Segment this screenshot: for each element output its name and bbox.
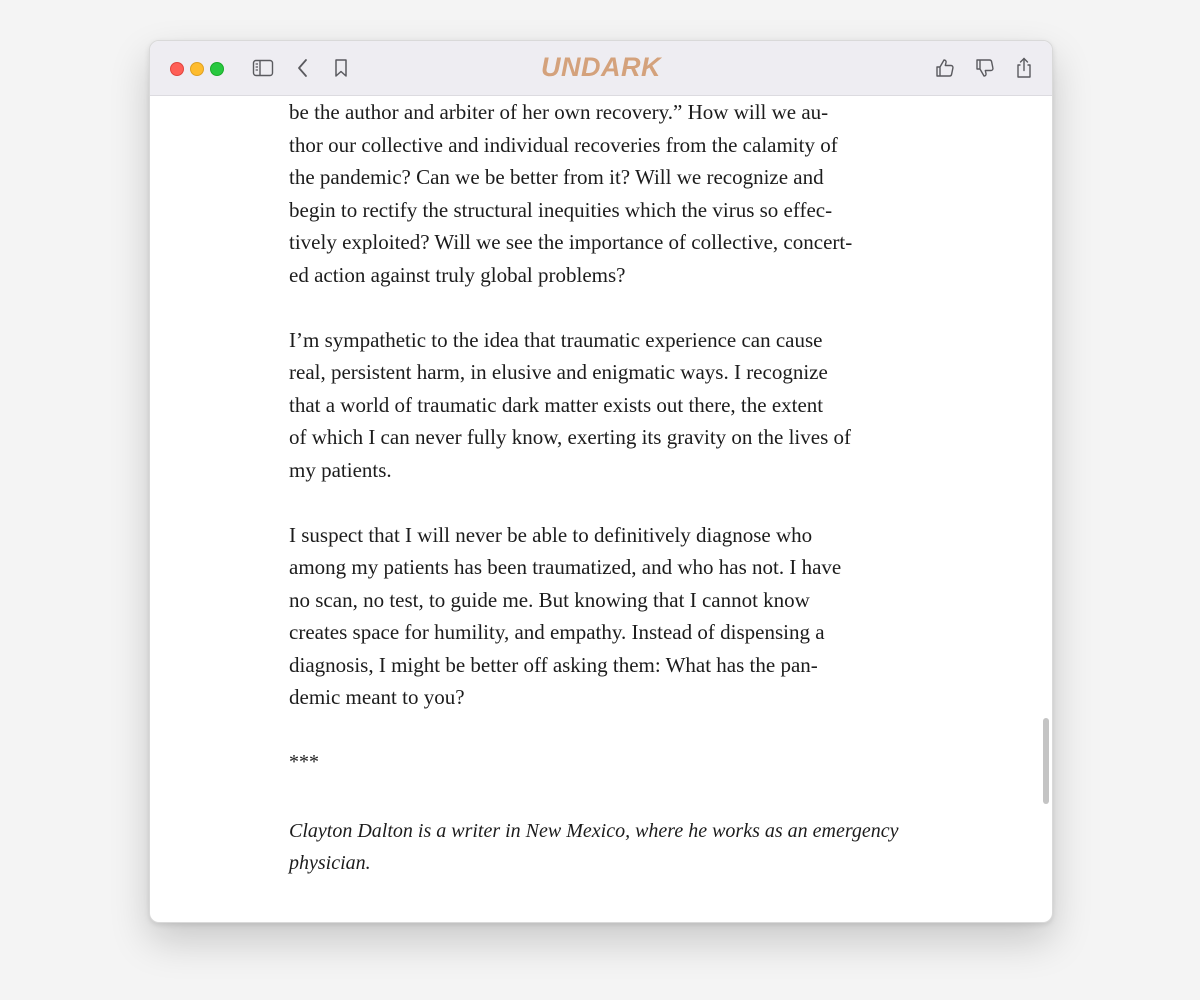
thumbs-down-icon [974,57,996,79]
section-separator: *** [289,751,319,773]
share-button[interactable] [1011,55,1037,81]
text-line: that a world of traumatic dark matter exists out there, the extent [289,392,824,417]
text-line: creates space for humility, and empathy. Instead of dispensing a [289,620,825,644]
back-button[interactable] [290,55,316,81]
back-chevron-icon [297,58,309,78]
text-line: physician. [289,852,371,874]
text-line: be the author and arbiter of her own recovery.” How will we au- [289,100,829,124]
share-icon [1014,57,1034,79]
text-line: my patients. [289,457,392,482]
text-line: ed action against truly global problems? [289,262,626,287]
sidebar-toggle-button[interactable] [250,55,276,81]
dislike-button[interactable] [972,55,998,81]
vertical-scrollbar[interactable] [1043,718,1049,804]
text-line: demic meant to you? [289,685,465,709]
text-line: I suspect that I will never be able to definitively diagnose who [289,522,813,547]
text-line: of which I can never fully know, exerting its gravity on the lives of [289,425,851,449]
text-line: thor our collective and individual recoveries from the calamity of [289,132,838,157]
text-line: real, persistent harm, in elusive and enigmatic ways. I recognize [289,360,828,384]
maximize-window-button[interactable] [210,62,224,76]
text-line: tively exploited? Will we see the importance of collective, concert- [289,230,853,254]
author-bio [289,815,929,880]
browser-window [149,40,1053,923]
article-paragraph [289,519,929,714]
minimize-window-button[interactable] [190,62,204,76]
bookmark-icon [334,58,348,78]
article-paragraph [289,324,929,487]
toolbar [150,41,1052,96]
text-line: no scan, no test, to guide me. But knowing that I cannot know [289,587,810,612]
page-content[interactable] [150,96,1052,922]
article-paragraph [289,96,929,291]
sidebar-icon [252,59,274,77]
thumbs-up-icon [934,57,956,79]
bookmark-button[interactable] [328,55,354,81]
text-line: I’m sympathetic to the idea that traumatic experience can cause [289,327,823,352]
text-line: begin to rectify the structural inequities which the virus so effec- [289,197,833,222]
like-button[interactable] [932,55,958,81]
article-body [289,96,929,880]
site-logo: UNDARK [541,52,661,82]
text-line: among my patients has been traumatized, and who has not. I have [289,555,842,579]
text-line: Clayton Dalton is a writer in New Mexico, where he works as an emergency [289,819,899,842]
text-line: diagnosis, I might be better off asking them: What has the pan- [289,652,818,677]
text-line: the pandemic? Can we be better from it? Will we recognize and [289,165,824,189]
close-window-button[interactable] [170,62,184,76]
